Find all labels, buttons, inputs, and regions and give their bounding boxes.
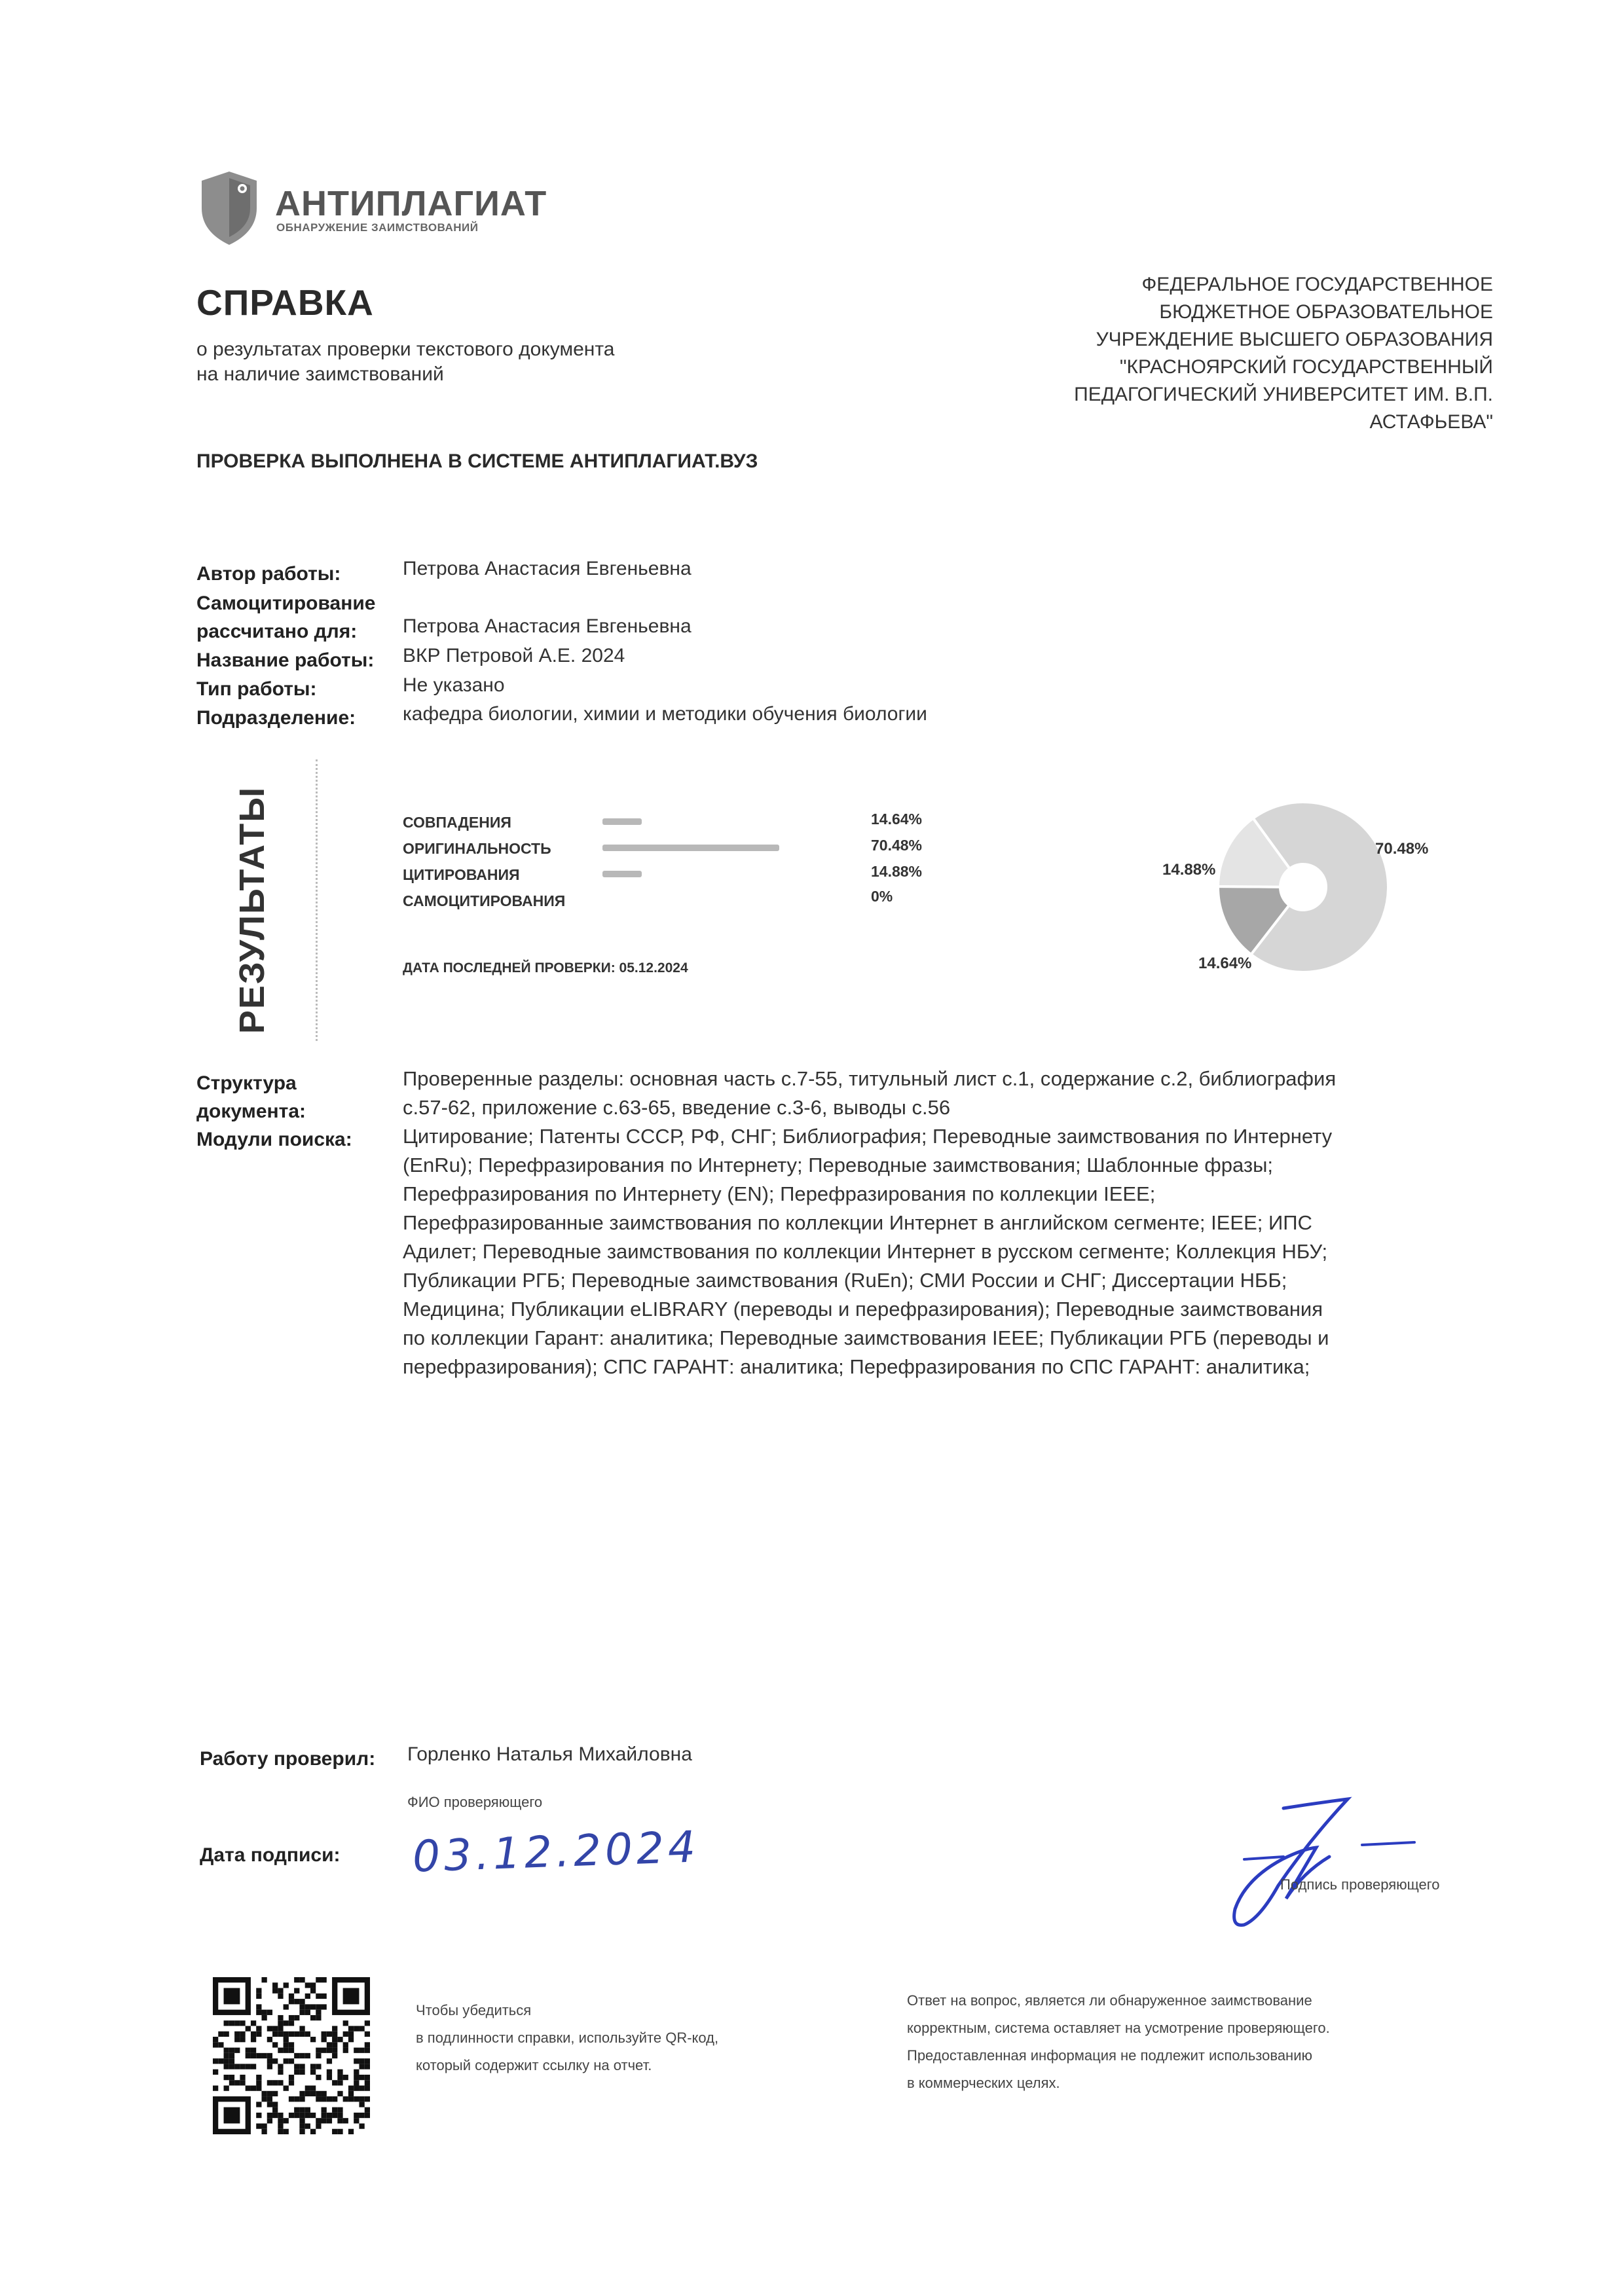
department-label: Подразделение: bbox=[196, 707, 356, 729]
org-line: ФЕДЕРАЛЬНОЕ ГОСУДАРСТВЕННОЕ bbox=[1141, 274, 1493, 295]
fio-caption: ФИО проверяющего bbox=[407, 1794, 543, 1810]
qr-code bbox=[213, 1977, 370, 2134]
last-check-date: ДАТА ПОСЛЕДНЕЙ ПРОВЕРКИ: 05.12.2024 bbox=[403, 960, 688, 975]
result-label-selfcitations: САМОЦИТИРОВАНИЯ bbox=[403, 892, 566, 909]
department-value: кафедра биологии, химии и методики обучения биологии bbox=[403, 703, 927, 725]
modules-line: Цитирование; Патенты СССР, РФ, СНГ; Библиография; Переводные заимствования по Интернету bbox=[403, 1125, 1333, 1148]
logo-wordmark: АНТИПЛАГИАТ bbox=[275, 184, 547, 223]
antiplagiat-shield-logo bbox=[196, 169, 262, 247]
org-line: УЧРЕЖДЕНИЕ ВЫСШЕГО ОБРАЗОВАНИЯ bbox=[1096, 329, 1493, 350]
qr-note-line: в подлинности справки, используйте QR-код, bbox=[416, 2030, 719, 2046]
org-line: АСТАФЬЕВА" bbox=[1369, 411, 1493, 433]
modules-line: перефразирования); СПС ГАРАНТ: аналитика; Перефразирования по СПС ГАРАНТ: аналитика; bbox=[403, 1355, 1310, 1378]
qr-note-line: Чтобы убедиться bbox=[416, 2002, 532, 2018]
result-bar-matches bbox=[602, 818, 642, 825]
pie-label-citations: 14.88% bbox=[1162, 861, 1216, 879]
sign-date-label: Дата подписи: bbox=[200, 1844, 341, 1866]
result-value-originality: 70.48% bbox=[871, 837, 923, 854]
modules-line: по коллекции Гарант: аналитика; Переводные заимствования IEEE; Публикации РГБ (переводы и bbox=[403, 1326, 1329, 1349]
results-title: РЕЗУЛЬТАТЫ bbox=[232, 786, 272, 1034]
structure-label-2: документа: bbox=[196, 1101, 306, 1122]
result-value-citations: 14.88% bbox=[871, 863, 923, 880]
subtitle-line: о результатах проверки текстового документа bbox=[196, 338, 615, 360]
modules-line: Перефразирования по Интернету (EN); Перефразирования по коллекции IEEE; bbox=[403, 1182, 1156, 1205]
checker-name: Горленко Наталья Михайловна bbox=[407, 1743, 692, 1765]
disclaimer-line: в коммерческих целях. bbox=[907, 2075, 1060, 2091]
modules-line: Перефразированные заимствования по коллекции Интернет в английском сегменте; IEEE; ИПС bbox=[403, 1211, 1312, 1234]
result-label-citations: ЦИТИРОВАНИЯ bbox=[403, 866, 520, 883]
disclaimer-line: Предоставленная информация не подлежит использованию bbox=[907, 2047, 1312, 2064]
subtitle-line: на наличие заимствований bbox=[196, 363, 444, 385]
result-label-matches: СОВПАДЕНИЯ bbox=[403, 814, 511, 831]
pie-label-originality: 70.48% bbox=[1375, 840, 1429, 858]
logo-tagline: ОБНАРУЖЕНИЕ ЗАИМСТВОВАНИЙ bbox=[276, 221, 479, 234]
org-line: ПЕДАГОГИЧЕСКИЙ УНИВЕРСИТЕТ ИМ. В.П. bbox=[1074, 384, 1493, 405]
results-divider bbox=[316, 759, 318, 1041]
result-value-selfcitations: 0% bbox=[871, 888, 893, 905]
selfcite-label: Самоцитирование bbox=[196, 592, 376, 614]
structure-line: Проверенные разделы: основная часть с.7-55, титульный лист с.1, содержание с.2, библиография bbox=[403, 1067, 1337, 1090]
selfcite-value: Петрова Анастасия Евгеньевна bbox=[403, 615, 692, 637]
document-subtitle bbox=[196, 337, 786, 387]
work-title-label: Название работы: bbox=[196, 649, 375, 671]
modules-line: Адилет; Переводные заимствования по коллекции Интернет в русском сегменте; Коллекция НБУ; bbox=[403, 1240, 1328, 1263]
author-label: Автор работы: bbox=[196, 563, 341, 585]
result-bar-originality bbox=[602, 845, 779, 851]
structure-label: Структура bbox=[196, 1072, 297, 1094]
modules-label: Модули поиска: bbox=[196, 1129, 352, 1150]
signature-caption: Подпись проверяющего bbox=[1280, 1876, 1440, 1893]
organization-name bbox=[904, 271, 1493, 436]
disclaimer-line: корректным, система оставляет на усмотрение проверяющего. bbox=[907, 2020, 1330, 2036]
pie-label-matches: 14.64% bbox=[1198, 955, 1252, 972]
work-type-value: Не указано bbox=[403, 674, 505, 696]
result-value-matches: 14.64% bbox=[871, 811, 923, 828]
modules-line: Медицина; Публикации eLIBRARY (переводы и перефразирования); Переводные заимствования bbox=[403, 1298, 1323, 1321]
structure-text bbox=[403, 1065, 1516, 1381]
qr-note bbox=[416, 1997, 718, 2079]
document-title: СПРАВКА bbox=[196, 282, 374, 323]
selfcite-label-2: рассчитано для: bbox=[196, 621, 358, 642]
modules-line: (EnRu); Перефразирования по Интернету; Переводные заимствования; Шаблонные фразы; bbox=[403, 1154, 1274, 1176]
handwritten-date: 03.12.2024 bbox=[411, 1821, 701, 1882]
result-label-originality: ОРИГИНАЛЬНОСТЬ bbox=[403, 840, 551, 857]
work-type-label: Тип работы: bbox=[196, 678, 317, 700]
qr-note-line: который содержит ссылку на отчет. bbox=[416, 2057, 652, 2073]
system-line: ПРОВЕРКА ВЫПОЛНЕНА В СИСТЕМЕ АНТИПЛАГИАТ.ВУЗ bbox=[196, 450, 758, 472]
author-value: Петрова Анастасия Евгеньевна bbox=[403, 558, 692, 579]
work-title-value: ВКР Петровой А.Е. 2024 bbox=[403, 645, 625, 666]
structure-line: с.57-62, приложение с.63-65, введение с.3-6, выводы с.56 bbox=[403, 1096, 951, 1119]
results-pie-chart bbox=[1215, 799, 1392, 975]
org-line: БЮДЖЕТНОЕ ОБРАЗОВАТЕЛЬНОЕ bbox=[1159, 301, 1493, 323]
disclaimer-line: Ответ на вопрос, является ли обнаруженное заимствование bbox=[907, 1992, 1312, 2009]
result-bar-citations bbox=[602, 871, 642, 877]
handwritten-signature bbox=[1205, 1794, 1480, 1951]
disclaimer bbox=[907, 1987, 1330, 2097]
checked-by-label: Работу проверил: bbox=[200, 1748, 376, 1770]
results-vertical-title bbox=[226, 779, 278, 1041]
org-line: "КРАСНОЯРСКИЙ ГОСУДАРСТВЕННЫЙ bbox=[1119, 356, 1493, 378]
modules-line: Публикации РГБ; Переводные заимствования (RuEn); СМИ России и СНГ; Диссертации НББ; bbox=[403, 1269, 1287, 1292]
